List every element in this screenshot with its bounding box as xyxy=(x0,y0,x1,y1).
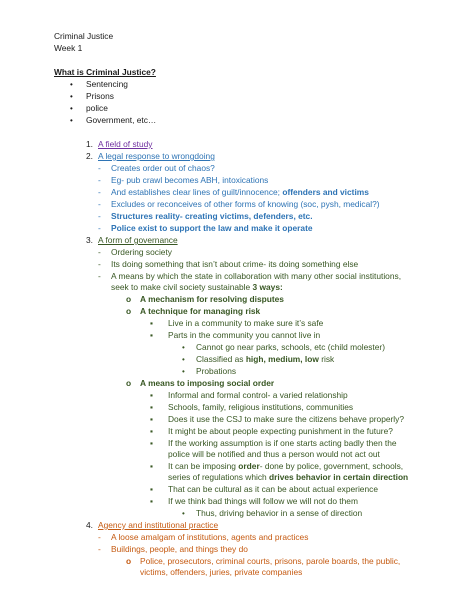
dash-marker: - xyxy=(98,223,101,233)
list-item: Probations xyxy=(196,366,237,376)
list-item-continued: police will be notified and thus a person would not act out xyxy=(168,449,380,459)
list-item: Schools, family, religious institutions, communities xyxy=(168,402,354,412)
list-item-emphasis: offenders and victims xyxy=(282,187,369,197)
dash-marker: - xyxy=(98,199,101,209)
square-bullet-icon: ▪ xyxy=(150,402,153,412)
circle-marker: o xyxy=(126,556,132,566)
section-number: 2. xyxy=(86,151,93,161)
list-item: Creates order out of chaos? xyxy=(111,163,215,173)
bullet-icon: • xyxy=(182,509,185,518)
bullet-item: Government, etc… xyxy=(86,115,157,125)
bullet-icon: • xyxy=(70,116,73,125)
section-number: 4. xyxy=(86,520,93,530)
list-item: Thus, driving behavior in a sense of direction xyxy=(196,508,363,518)
section-title-field-of-study: A field of study xyxy=(98,139,153,149)
bullet-item: Prisons xyxy=(86,91,114,101)
square-bullet-icon: ▪ xyxy=(150,318,153,328)
circle-marker: o xyxy=(126,378,132,388)
list-item: Informal and formal control- a varied relationship xyxy=(168,390,348,400)
list-item: Eg- pub crawl becomes ABH, intoxications xyxy=(111,175,269,185)
section-title-legal-response: A legal response to wrongdoing xyxy=(98,151,215,161)
section-number: 1. xyxy=(86,139,93,149)
list-item: If we think bad things will follow we will not do them xyxy=(168,496,358,506)
list-item-text: - done by police, government, schools, xyxy=(259,461,404,471)
circle-marker: o xyxy=(126,294,132,304)
list-item: A loose amalgam of institutions, agents and practices xyxy=(111,532,309,542)
subheading-social-order: A means to imposing social order xyxy=(140,378,275,388)
bullet-item: police xyxy=(86,103,108,113)
square-bullet-icon: ▪ xyxy=(150,414,153,424)
bullet-icon: • xyxy=(70,80,73,89)
dash-marker: - xyxy=(98,271,101,281)
list-item: Structures reality- creating victims, defenders, etc. xyxy=(111,211,313,221)
list-item-continued: victims, offenders, juries, private companies xyxy=(140,567,303,577)
list-item: Does it use the CSJ to make sure the citizens behave properly? xyxy=(168,414,405,424)
dash-marker: - xyxy=(98,175,101,185)
list-item xyxy=(168,461,403,472)
dash-marker: - xyxy=(98,247,101,257)
subheading-disputes: A mechanism for resolving disputes xyxy=(140,294,284,304)
list-item-text: series of regulations which xyxy=(168,472,270,482)
list-item: Its doing something that isn’t about crime- its doing something else xyxy=(111,259,359,269)
section-title-governance: A form of governance xyxy=(98,235,178,245)
bullet-icon: • xyxy=(182,367,185,376)
list-item-continued xyxy=(111,282,283,293)
list-item: Excludes or reconceives of other forms of knowing (soc, pysh, medical?) xyxy=(111,199,380,209)
list-item-text: risk xyxy=(318,354,335,364)
list-item-emphasis: 3 ways: xyxy=(252,282,283,292)
list-item: Parts in the community you cannot live in xyxy=(168,330,321,340)
square-bullet-icon: ▪ xyxy=(150,461,153,471)
list-item: Ordering society xyxy=(111,247,172,257)
square-bullet-icon: ▪ xyxy=(150,330,153,340)
bullet-icon: • xyxy=(70,92,73,101)
bullet-icon: • xyxy=(70,104,73,113)
list-item: Live in a community to make sure it’s safe xyxy=(168,318,324,328)
list-item xyxy=(196,354,334,365)
dash-marker: - xyxy=(98,544,101,554)
list-item: Police exist to support the law and make it operate xyxy=(111,223,313,233)
section-title-agency: Agency and institutional practice xyxy=(98,520,219,530)
dash-marker: - xyxy=(98,163,101,173)
list-item-emphasis: drives behavior in certain direction xyxy=(269,472,409,482)
list-item-continued xyxy=(168,472,408,483)
list-item xyxy=(111,187,369,198)
square-bullet-icon: ▪ xyxy=(150,484,153,494)
section-number: 3. xyxy=(86,235,93,245)
list-item: Buildings, people, and things they do xyxy=(111,544,248,554)
list-item-emphasis: order xyxy=(238,461,260,471)
bullet-icon: • xyxy=(182,355,185,364)
list-item: It might be about people expecting punishment in the future? xyxy=(168,426,393,436)
square-bullet-icon: ▪ xyxy=(150,390,153,400)
bullet-icon: • xyxy=(182,343,185,352)
list-item: Police, prosecutors, criminal courts, prisons, parole boards, the public, xyxy=(140,556,401,566)
dash-marker: - xyxy=(98,187,101,197)
list-item: Cannot go near parks, schools, etc (child molester) xyxy=(196,342,385,352)
dash-marker: - xyxy=(98,532,101,542)
list-item: A means by which the state in collaboration with many other social institutions, xyxy=(111,271,402,281)
bullet-item: Sentencing xyxy=(86,79,128,89)
list-item: If the working assumption is if one starts acting badly then the xyxy=(168,438,397,448)
square-bullet-icon: ▪ xyxy=(150,426,153,436)
list-item-text: And establishes clear lines of guilt/innocence; xyxy=(111,187,283,197)
week-label: Week 1 xyxy=(54,43,83,53)
list-item-text: Classified as xyxy=(196,354,246,364)
square-bullet-icon: ▪ xyxy=(150,438,153,448)
list-item-text: It can be imposing xyxy=(168,461,239,471)
dash-marker: - xyxy=(98,211,101,221)
list-item-emphasis: high, medium, low xyxy=(245,354,319,364)
course-title: Criminal Justice xyxy=(54,31,114,41)
circle-marker: o xyxy=(126,306,132,316)
subheading-risk: A technique for managing risk xyxy=(140,306,261,316)
square-bullet-icon: ▪ xyxy=(150,496,153,506)
dash-marker: - xyxy=(98,259,101,269)
list-item-text: seek to make civil society sustainable xyxy=(111,282,253,292)
list-item: That can be cultural as it can be about actual experience xyxy=(168,484,378,494)
page-heading: What is Criminal Justice? xyxy=(54,67,156,77)
